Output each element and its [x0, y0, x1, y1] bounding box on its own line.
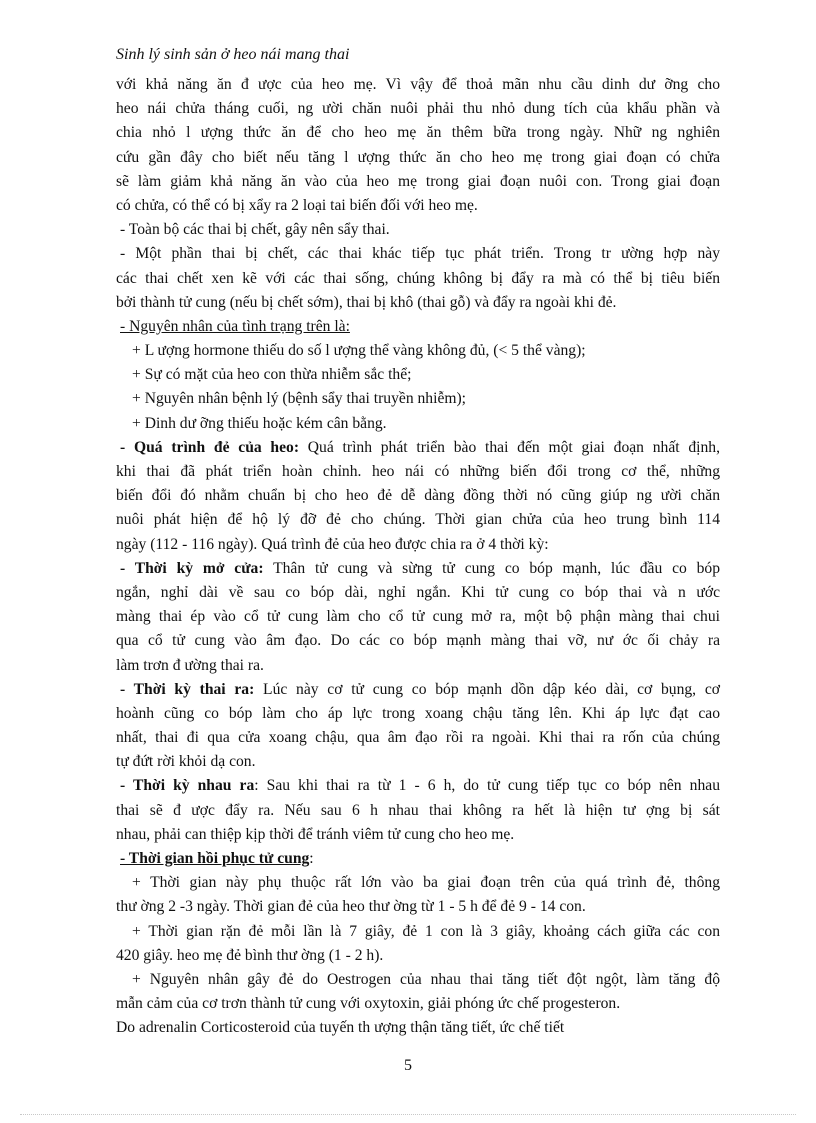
page-number: 5: [404, 1057, 412, 1074]
text-line: + L ượng hormone thiếu do số l ượng thể vàng không đủ, (< 5 thể vàng);: [132, 342, 586, 360]
section-heading: - Thời gian hồi phục tử cung: [120, 850, 310, 867]
text-line: [116, 315, 720, 339]
text-line: với khả năng ăn đ ược của heo mẹ. Vì vậy để thoả mãn nhu cầu dinh dư ỡng cho: [116, 76, 720, 93]
section-text: : Sau khi thai ra từ 1 - 6 h, do tử cung tiếp tục co bóp nên nhau: [254, 777, 720, 795]
text-line: tự đứt rời khỏi dạ con.: [116, 753, 256, 771]
text-line: ngắn, nghỉ dài về sau co bóp dài, nghỉ ngắn. Khi tử cung co bóp thai và n ước: [116, 583, 720, 601]
text-line: [116, 436, 720, 460]
section-heading: - Thời kỳ mở cửa:: [120, 559, 264, 577]
text-line: màng thai ép vào cổ tử cung làm cho cổ tử cung mở ra, một bộ phận màng thai chui: [116, 608, 720, 626]
text-line: các thai chết xen kẽ với các thai sống, chúng không bị đẩy ra mà có thể bị tiêu biến: [116, 269, 720, 287]
text-line: sẽ làm giảm khả năng ăn vào của heo mẹ trong giai đoạn nuôi con. Trong giai đoạn: [116, 172, 720, 190]
text-line: có chửa, có thể có bị xẩy ra 2 loại tai biến đối với heo mẹ.: [116, 196, 478, 214]
section-heading: - Thời kỳ nhau ra: [120, 777, 255, 795]
text-line: [116, 557, 720, 581]
text-line: mẫn cảm của cơ trơn thành tử cung với oxytoxin, giải phóng ức chế progesteron.: [116, 995, 621, 1013]
text-line: - Một phần thai bị chết, các thai khác tiếp tục phát triển. Trong tr ường hợp này: [120, 245, 720, 263]
text-line: [116, 678, 720, 702]
text-line: + Thời gian rặn đẻ mỗi lần là 7 giây, đẻ 1 con là 3 giây, khoảng cách giữa các con: [132, 922, 720, 940]
text-line: nhất, thai đi qua cửa xoang chậu, qua âm đạo rồi ra ngoài. Khi thai ra rốn của chúng: [116, 729, 720, 747]
text-line: chia nhỏ l ượng thức ăn để cho heo mẹ ăn thêm bữa trong ngày. Nhữ ng nghiên: [116, 124, 720, 142]
text-line: qua cổ tử cung vào âm đạo. Do các co bóp mạnh màng thai vỡ, nư ớc ối chảy ra: [116, 632, 720, 650]
text-line: thư ờng 2 -3 ngày. Thời gian đẻ của heo thư ờng từ 1 - 5 h để đẻ 9 - 14 con.: [116, 898, 586, 916]
section-text: Lúc này cơ tử cung co bóp mạnh dồn dập kéo dài, cơ bụng, cơ: [254, 680, 720, 698]
text-line: Do adrenalin Corticosteroid của tuyến th ượng thận tăng tiết, ức chế tiết: [116, 1019, 565, 1037]
text-line: 420 giây. heo mẹ đẻ bình thư ờng (1 - 2 h).: [116, 946, 384, 964]
section-text: Quá trình phát triển bào thai đến một giai đoạn nhất định,: [299, 438, 720, 456]
text-line: nhau, phải can thiệp kịp thời để tránh viêm tử cung cho heo mẹ.: [116, 825, 515, 843]
text-line: + Nguyên nhân gây đẻ do Oestrogen của nhau thai tăng tiết đột ngột, làm tăng độ: [132, 970, 720, 988]
section-text: :: [309, 850, 314, 867]
text-line: + Thời gian này phụ thuộc rất lớn vào ba giai đoạn trên của quá trình đẻ, thông: [132, 874, 720, 892]
text-line: + Sự có mặt của heo con thừa nhiễm sắc thể;: [132, 366, 412, 384]
text-line: biến đổi đó nhằm chuẩn bị cho heo đẻ dễ dàng đồng thời nó cũng giúp ng ười chăn: [116, 487, 720, 505]
text-line: - Toàn bộ các thai bị chết, gây nên sẩy thai.: [120, 221, 390, 239]
text-line: + Dinh dư ỡng thiếu hoặc kém cân bằng.: [132, 414, 387, 432]
page-bottom-divider: [20, 1114, 796, 1115]
text-line: heo nái chửa tháng cuối, ng ười chăn nuôi phải thu nhỏ dung tích của khẩu phần và: [116, 100, 720, 118]
section-text: Thân tử cung và sừng tử cung co bóp mạnh, lúc đầu co bóp: [263, 559, 720, 577]
text-line: + Nguyên nhân bệnh lý (bệnh sẩy thai truyền nhiễm);: [132, 390, 467, 408]
running-header: Sinh lý sinh sản ở heo nái mang thai: [116, 46, 350, 63]
section-heading: - Quá trình đẻ của heo:: [120, 438, 300, 456]
text-line: hoành cũng co bóp làm cho áp lực trong xoang chậu tăng lên. Khi áp lực đạt cao: [116, 704, 720, 722]
text-line: [116, 847, 720, 871]
underlined-heading: - Nguyên nhân của tình trạng trên là:: [120, 317, 350, 335]
text-line: bởi thành tử cung (nếu bị chết sớm), thai bị khô (thai gỗ) và đẩy ra ngoài khi đẻ.: [116, 293, 617, 311]
text-line: [116, 774, 720, 798]
text-line: nuôi phát hiện để hộ lý đỡ đẻ cho chúng. Thời gian chửa của heo trung bình 114: [116, 511, 720, 529]
text-line: khi thai đã phát triển hoàn chỉnh. heo nái có những biến đổi trong cơ thể, những: [116, 463, 720, 480]
text-line: làm trơn đ ường thai ra.: [116, 656, 264, 674]
body-text: [116, 73, 720, 1041]
section-heading: - Thời kỳ thai ra:: [120, 680, 255, 698]
text-line: cứu gần đây cho biết nếu tăng l ượng thức ăn cho heo mẹ trong giai đoạn có chửa: [116, 148, 720, 166]
text-line: ngày (112 - 116 ngày). Quá trình đẻ của heo được chia ra ở 4 thời kỳ:: [116, 535, 549, 553]
text-line: thai sẽ đ ược đẩy ra. Nếu sau 6 h nhau thai không ra hết là hiện tư ợng bị sát: [116, 801, 720, 819]
